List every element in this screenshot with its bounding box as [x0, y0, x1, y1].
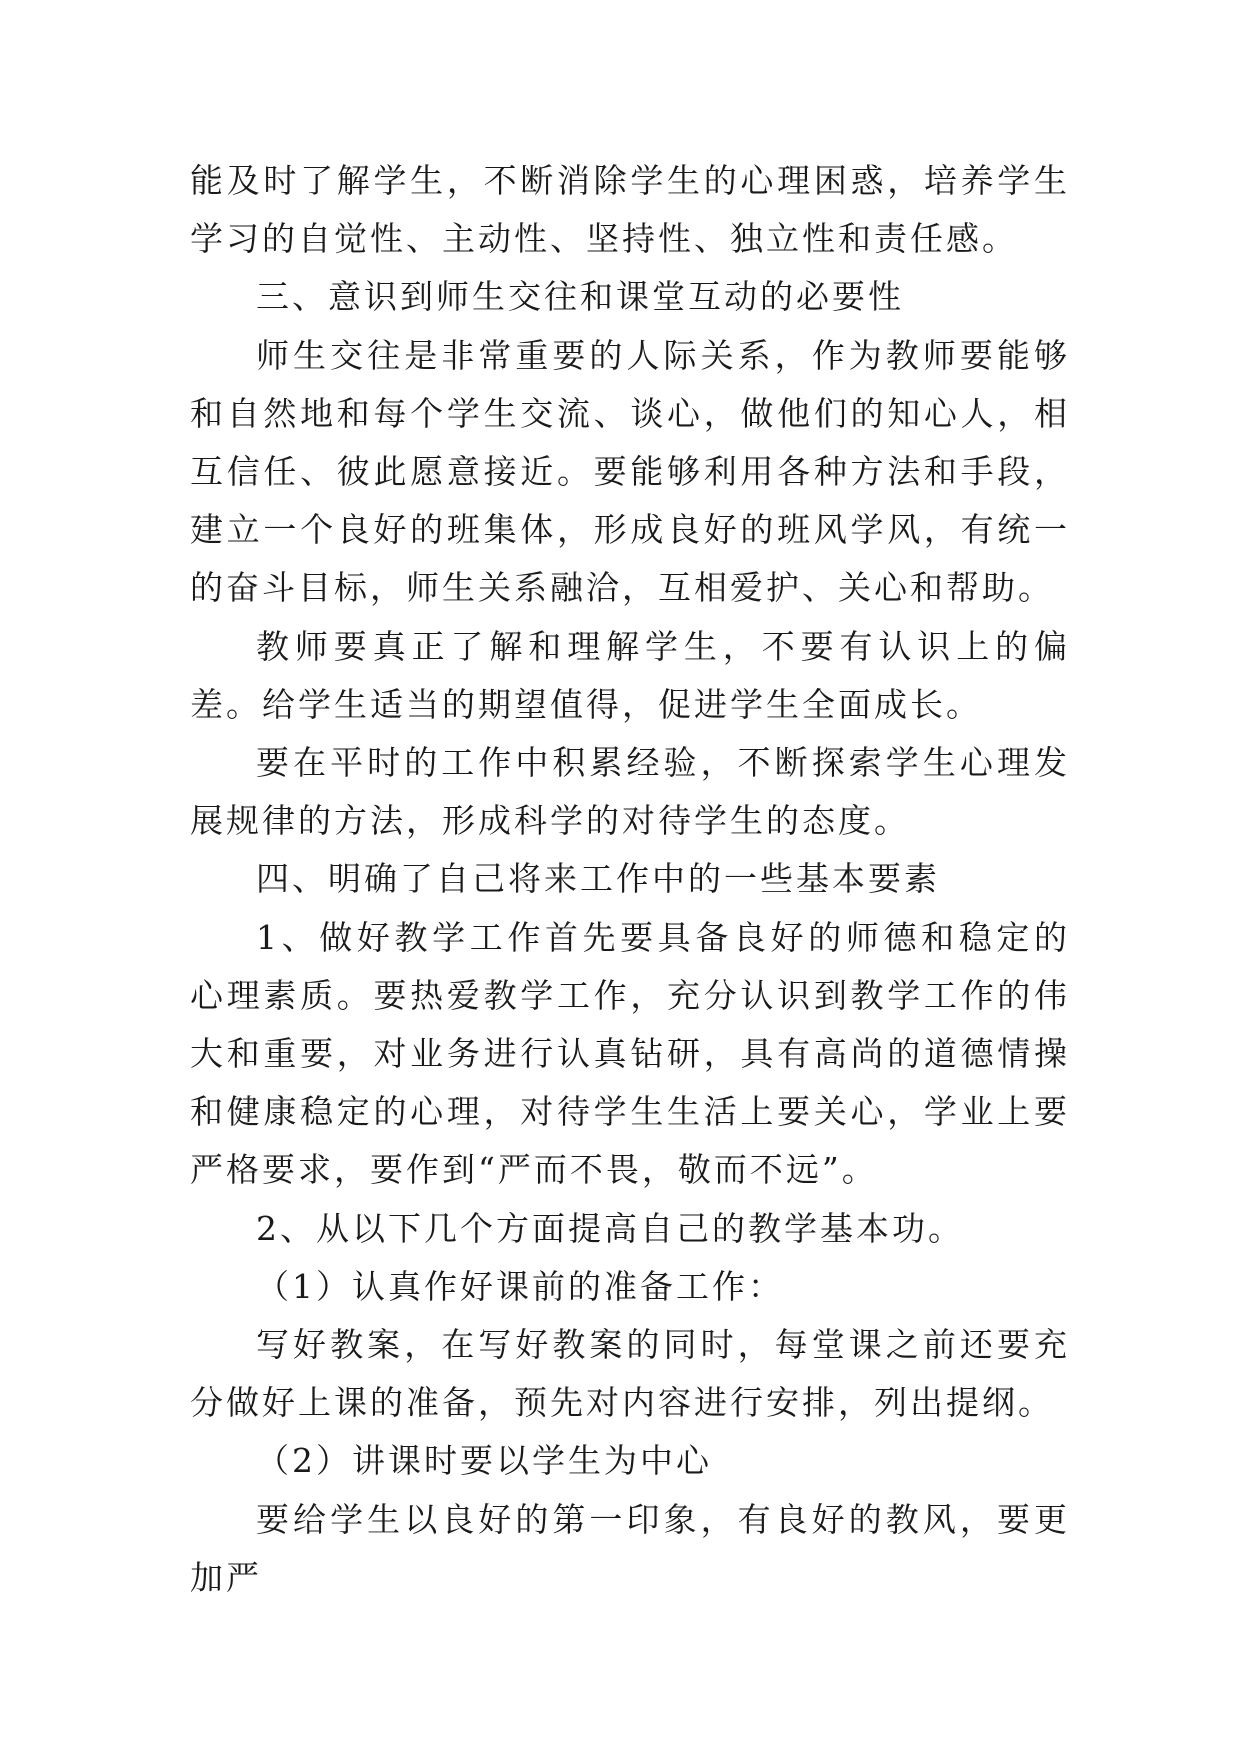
subheading-1: （1）认真作好课前的准备工作： [256, 1266, 784, 1306]
paragraph-5: 要在平时的工作中积累经验，不断探索学生心理发展规律的方法，形成科学的对待学生的态度。 [190, 743, 1070, 841]
document-body [190, 152, 1070, 1607]
paragraph-12: 要给学生以良好的第一印象，有良好的教风，要更加严 [190, 1499, 1070, 1597]
section-heading-4: 四、明确了自己将来工作中的一些基本要素 [256, 859, 940, 899]
paragraph-4: 教师要真正了解和理解学生，不要有认识上的偏差。给学生适当的期望值得，促进学生全面成长。 [190, 626, 1070, 724]
paragraph-10: 写好教案，在写好教案的同时，每堂课之前还要充分做好上课的准备，预先对内容进行安排，列出提纲。 [190, 1325, 1070, 1423]
section-heading-3: 三、意识到师生交往和课堂互动的必要性 [256, 277, 904, 317]
paragraph-3: 师生交往是非常重要的人际关系，作为教师要能够和自然地和每个学生交流、谈心，做他们的知心人，相互信任、彼此愿意接近。要能够利用各种方法和手段，建立一个良好的班集体，形成良好的班风学风，有统一的奋斗目标，师生关系融洽，互相爱护、关心和帮助。 [190, 335, 1070, 608]
paragraph-1: 能及时了解学生，不断消除学生的心理困惑，培养学生学习的自觉性、主动性、坚持性、独立性和责任感。 [190, 161, 1070, 259]
paragraph-7: 1、做好教学工作首先要具备良好的师德和稳定的心理素质。要热爱教学工作，充分认识到教学工作的伟大和重要，对业务进行认真钻研，具有高尚的道德情操和健康稳定的心理，对待学生生活上要关心，学业上要严格要求，要作到“严而不畏，敬而不远”。 [190, 917, 1070, 1190]
paragraph-8: 2、从以下几个方面提高自己的教学基本功。 [256, 1208, 964, 1248]
subheading-2: （2）讲课时要以学生为中心 [256, 1441, 712, 1481]
